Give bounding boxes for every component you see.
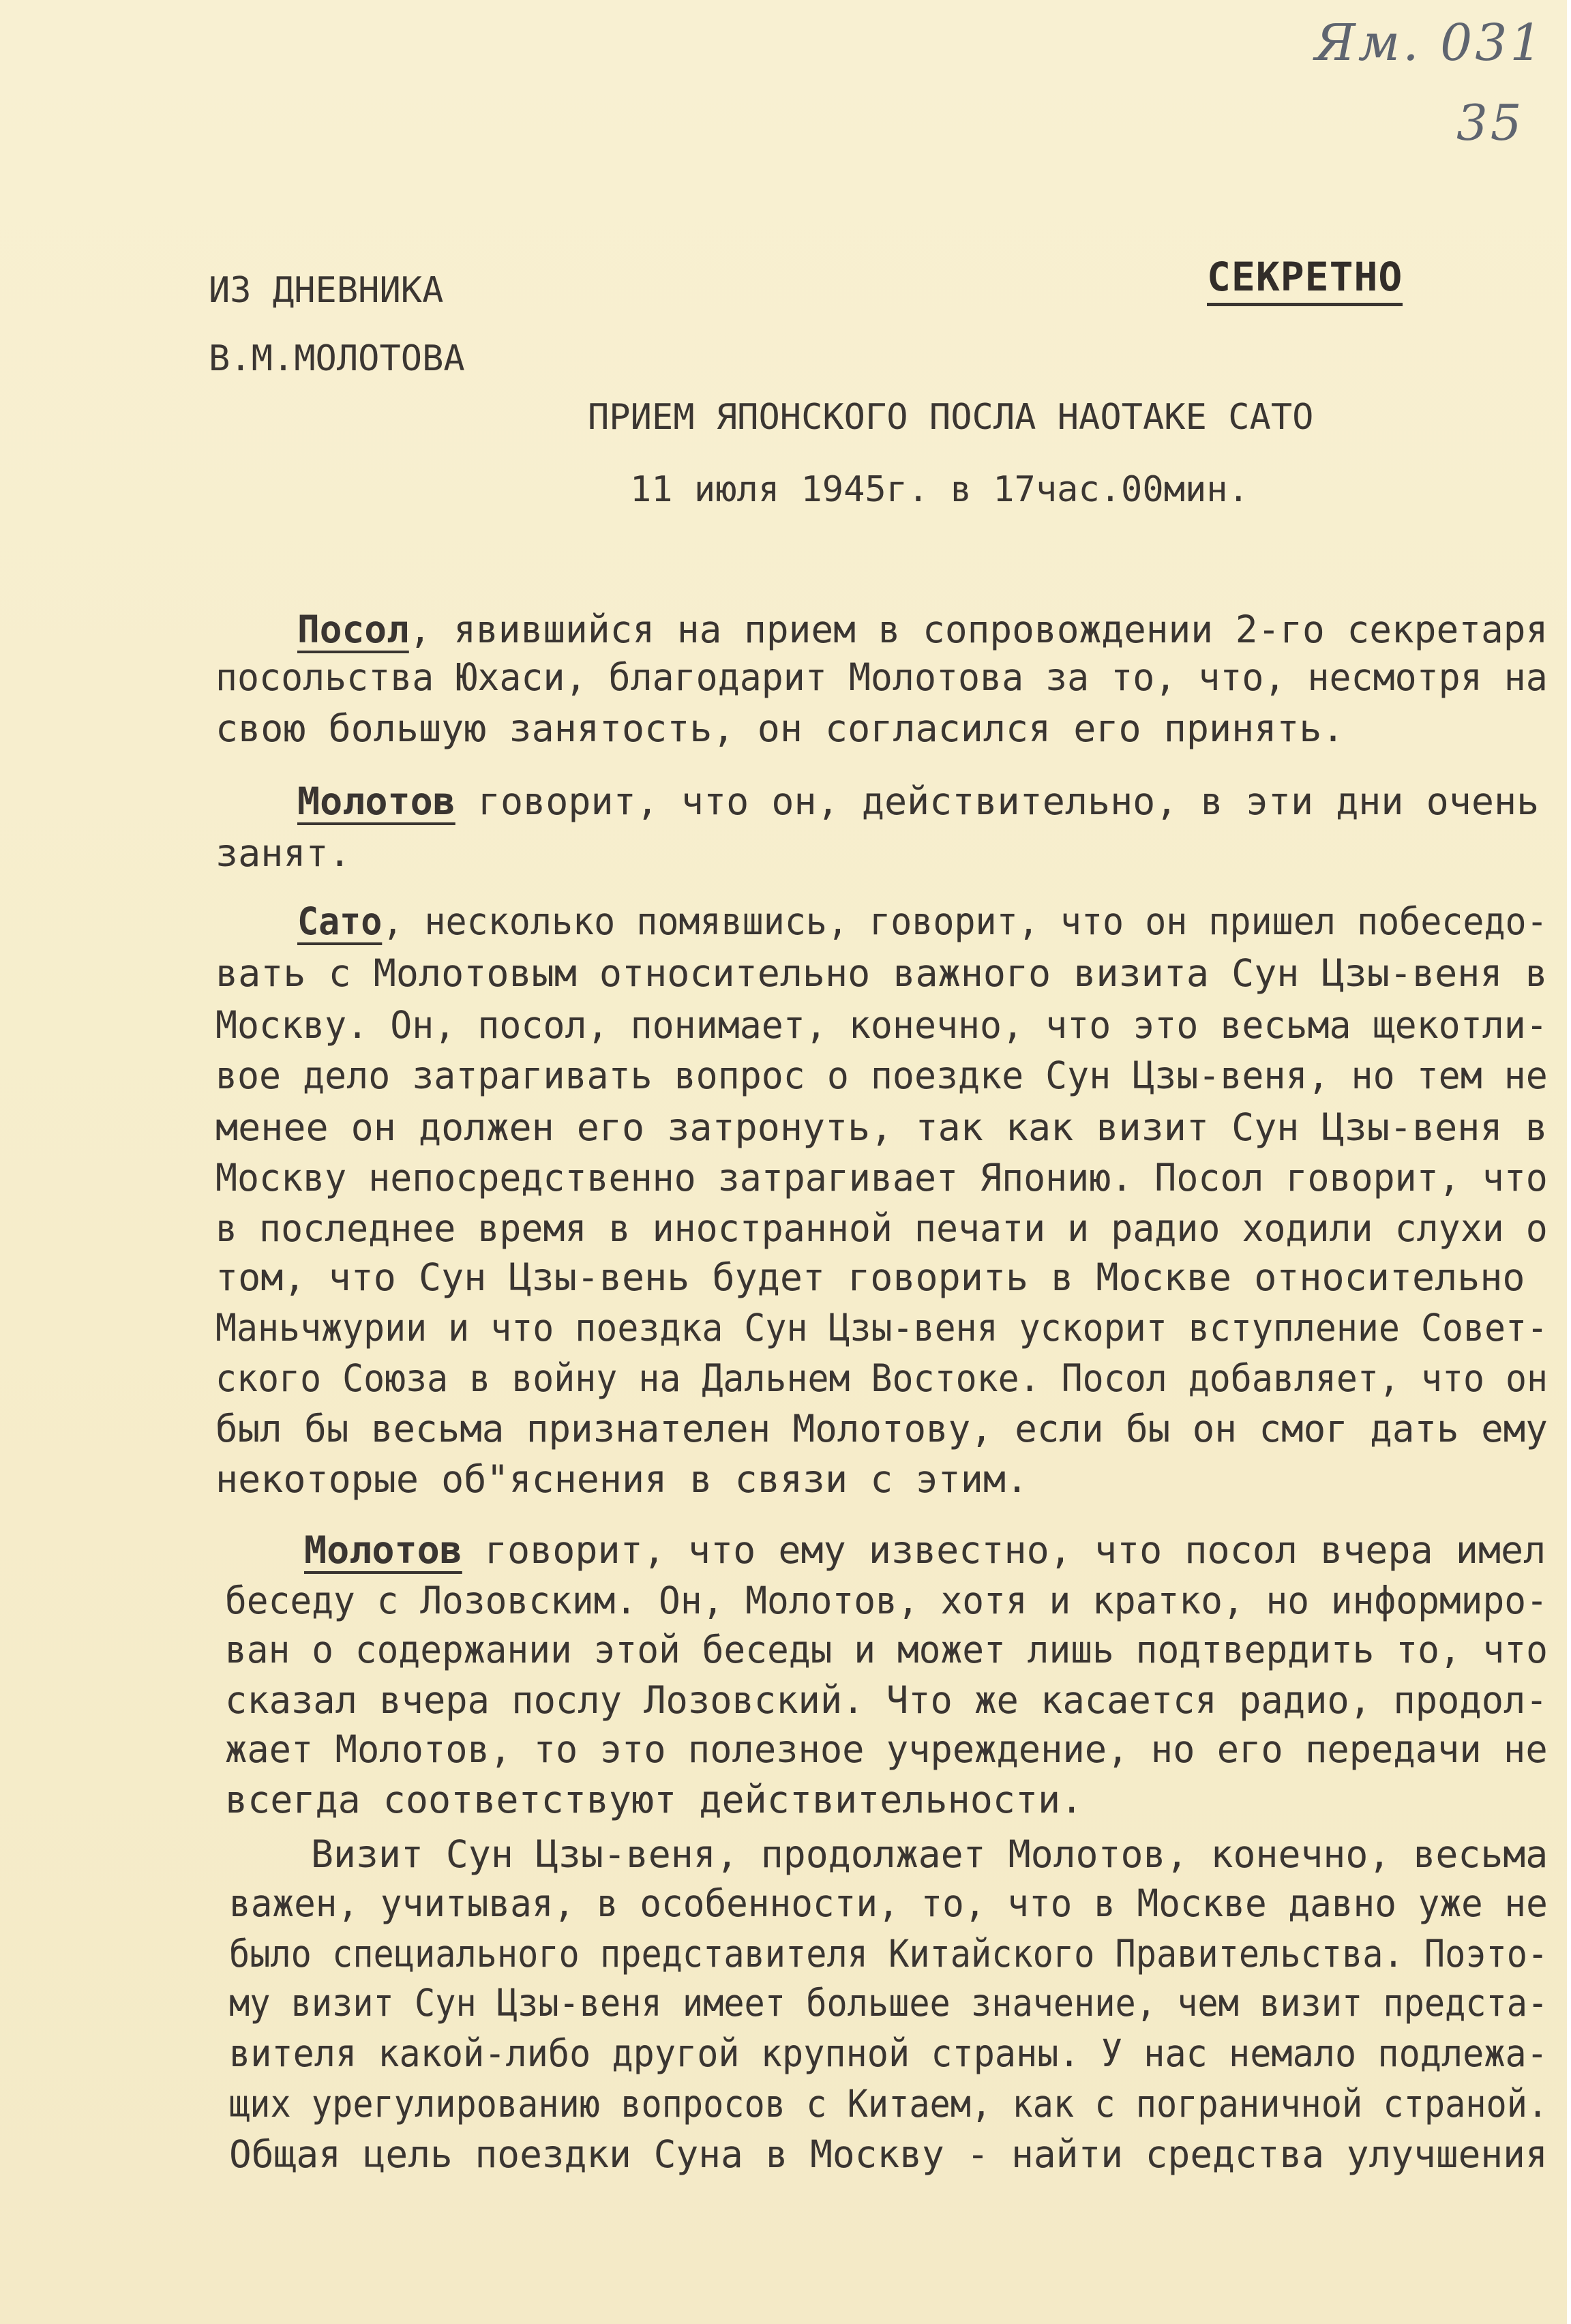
paragraph-line: свою большую занятость, он согласился его принять. xyxy=(215,706,1345,750)
paragraph-line: Визит Сун Цзы-веня, продолжает Молотов, конечно, весьма xyxy=(311,1832,1548,1876)
source-line-2: В.М.МОЛОТОВА xyxy=(209,338,465,379)
paragraph-line: некоторые об"яснения в связи с этим. xyxy=(215,1457,1029,1501)
paragraph-line: вое дело затрагивать вопрос о поездке Сун Цзы-веня, но тем не xyxy=(215,1054,1548,1097)
handwritten-page-number: 35 xyxy=(1456,94,1525,151)
paragraph-line: был бы весьма признателен Молотову, если бы он смог дать ему xyxy=(215,1407,1548,1450)
speaker-label: Сато xyxy=(297,899,383,943)
paragraph-line: сказал вчера послу Лозовский. Что же касается радио, продол- xyxy=(225,1678,1548,1722)
document-title: ПРИЕМ ЯПОНСКОГО ПОСЛА НАОТАКЕ САТО xyxy=(588,397,1314,438)
paragraph-line: Маньчжурии и что поездка Сун Цзы-веня ускорит вступление Совет- xyxy=(215,1306,1548,1350)
paragraph-line: было специального представителя Китайского Правительства. Поэто- xyxy=(229,1932,1548,1976)
paragraph-line: Москву. Он, посол, понимает, конечно, что это весьма щекотли- xyxy=(215,1003,1548,1047)
paragraph-line: посольства Юхаси, благодарит Молотова за то, что, несмотря на xyxy=(215,655,1548,699)
paragraph-line: Сато, несколько помявшись, говорит, что он пришел побеседо- xyxy=(297,899,1548,943)
paragraph-line: ван о содержании этой беседы и может лишь подтвердить то, что xyxy=(225,1628,1548,1671)
paragraph-line: всегда соответствуют действительности. xyxy=(225,1778,1083,1821)
paragraph-line: Посол, явившийся на прием в сопровождении 2-го секретаря xyxy=(297,608,1548,651)
paragraph-line: Москву непосредственно затрагивает Японию. Посол говорит, что xyxy=(215,1156,1548,1200)
paragraph-line: в последнее время в иностранной печати и радио ходили слухи о xyxy=(215,1206,1548,1250)
source-line-1: ИЗ ДНЕВНИКА xyxy=(209,270,444,311)
paragraph-line: важен, учитывая, в особенности, то, что в Москве давно уже не xyxy=(229,1881,1548,1925)
paragraph-line: Общая цель поездки Суна в Москву - найти средства улучшения xyxy=(229,2132,1548,2176)
paragraph-line: занят. xyxy=(215,831,351,875)
paragraph-line: менее он должен его затронуть, так как визит Сун Цзы-веня в xyxy=(215,1105,1548,1149)
paragraph-line: щих урегулированию вопросов с Китаем, как с пограничной страной. xyxy=(229,2082,1548,2126)
paragraph-line: Молотов говорит, что он, действительно, в эти дни очень xyxy=(297,779,1540,823)
speaker-label: Молотов xyxy=(297,779,455,823)
paragraph-line: беседу с Лозовским. Он, Молотов, хотя и кратко, но информиро- xyxy=(225,1579,1548,1622)
handwritten-archive-reference: Ям. 031 xyxy=(1315,14,1545,72)
paragraph-line: му визит Сун Цзы-веня имеет большее значение, чем визит предста- xyxy=(229,1981,1548,2025)
speaker-label: Молотов xyxy=(304,1528,462,1572)
paragraph-line: Молотов говорит, что ему известно, что посол вчера имел xyxy=(304,1528,1546,1572)
speaker-label: Посол xyxy=(297,608,409,651)
document-datetime: 11 июля 1945г. в 17час.00мин. xyxy=(630,469,1249,510)
paragraph-line: вать с Молотовым относительно важного визита Сун Цзы-веня в xyxy=(215,951,1548,995)
paragraph-line: том, что Сун Цзы-вень будет говорить в Москве относительно xyxy=(215,1255,1525,1299)
paragraph-line: вителя какой-либо другой крупной страны. У нас немало подлежа- xyxy=(229,2031,1548,2075)
paragraph-line: жает Молотов, то это полезное учреждение, но его передачи не xyxy=(225,1727,1548,1771)
classification-stamp: СЕКРЕТНО xyxy=(1207,254,1403,306)
paragraph-line: ского Союза в войну на Дальнем Востоке. Посол добавляет, что он xyxy=(215,1356,1548,1400)
